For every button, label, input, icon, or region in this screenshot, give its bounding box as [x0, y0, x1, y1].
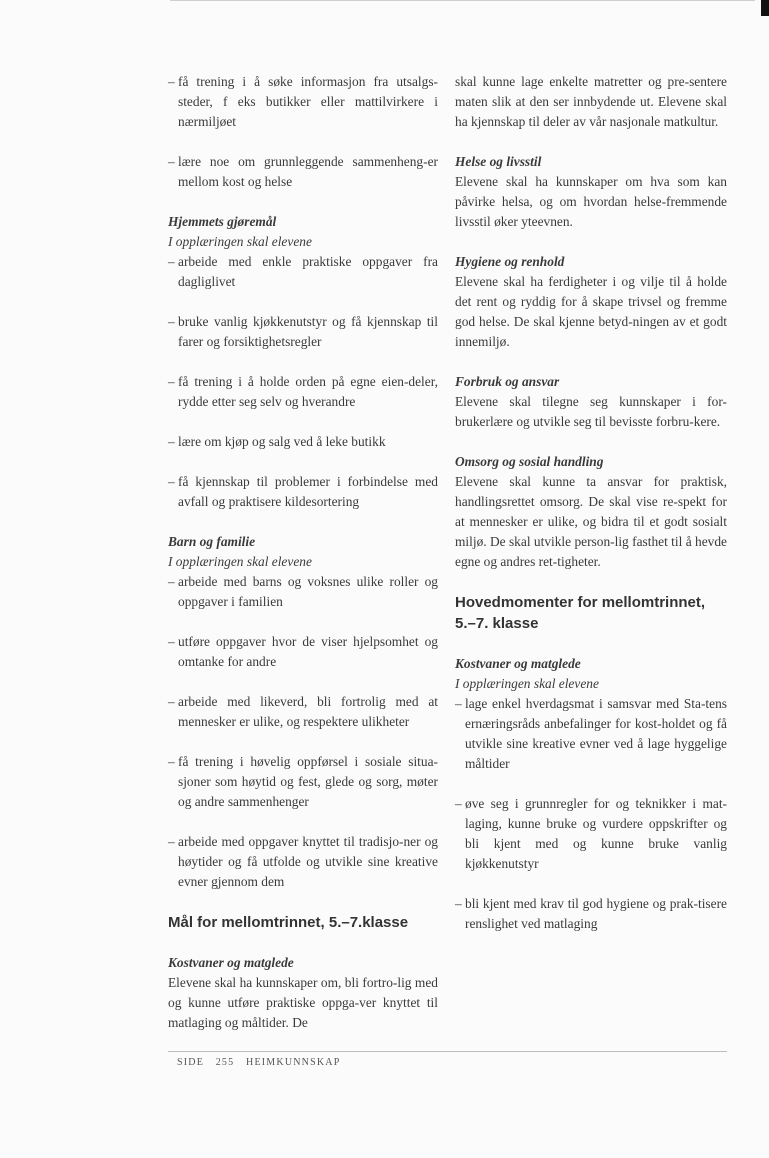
section-intro: I opplæringen skal elevene [455, 676, 599, 691]
section-heading-kostvaner: Kostvaner og matglede [455, 656, 581, 671]
corner-mark [761, 0, 769, 16]
footer-subject: HEIMKUNNSKAP [246, 1057, 341, 1068]
list-item: – bli kjent med krav til god hygiene og prak-tisere renslighet ved matlaging [455, 896, 727, 931]
page-number: 255 [215, 1057, 235, 1068]
right-column [455, 72, 727, 954]
list-item: – lære noe om grunnleggende sammenheng-er mellom kost og helse [168, 154, 438, 189]
section-heading-forbruk-og-ansvar: Forbruk og ansvar [455, 374, 560, 389]
top-rule [170, 0, 755, 1]
heading-hovedmomenter: Hovedmomenter for mellomtrinnet, 5.–7. klasse [455, 594, 706, 632]
list-item: – arbeide med oppgaver knyttet til tradisjo-ner og høytider og få utfolde og utvikle sine kreative evner gjennom dem [168, 834, 438, 889]
section-heading-kostvaner: Kostvaner og matglede [168, 955, 294, 970]
footer-rule [168, 1051, 727, 1052]
list-item: – arbeide med enkle praktiske oppgaver fra dagliglivet [168, 254, 438, 289]
section-heading-hygiene-og-renhold: Hygiene og renhold [455, 254, 565, 269]
section-text: Elevene skal ha ferdigheter i og vilje til å holde det rent og ryddig for å skape trivsel og fremme god helse. De skal kjenne betyd-ningen av et godt innemiljø. [455, 274, 727, 349]
list-item: – arbeide med barns og voksnes ulike roller og oppgaver i familien [168, 574, 438, 609]
list-item: – få trening i å søke informasjon fra utsalgs-steder, f eks butikker eller mattilvirkere i nærmiljøet [168, 74, 438, 129]
section-heading-omsorg: Omsorg og sosial handling [455, 454, 604, 469]
section-text: Elevene skal ha kunnskaper om hva som kan påvirke helsa, og om hvordan helse-fremmende livsstil øker yteevnen. [455, 174, 727, 229]
section-intro: I opplæringen skal elevene [168, 554, 312, 569]
list-item: – få trening i å holde orden på egne eien-deler, rydde etter seg selv og hverandre [168, 374, 438, 409]
section-text: Elevene skal ha kunnskaper om, bli fortro-lig med og kunne utføre praktiske oppga-ver knyttet til matlaging og måltider. De [168, 975, 438, 1030]
list-item: – få kjennskap til problemer i forbindelse med avfall og praktisere kildesortering [168, 474, 438, 509]
footer-side-label: SIDE [177, 1057, 205, 1068]
list-item: – lage enkel hverdagsmat i samsvar med Sta-tens ernæringsråds anbefalinger for kost-holdet og få utvikle sine kreative evner ved å lage hyggelige måltider [455, 696, 727, 771]
list-item: – lære om kjøp og salg ved å leke butikk [168, 434, 386, 449]
section-text: Elevene skal tilegne seg kunnskaper i for-brukerlære og utvikle seg til bevisste forbru-kere. [455, 394, 727, 429]
list-item: – arbeide med likeverd, bli fortrolig med at mennesker er ulike, og respektere ulikheter [168, 694, 438, 729]
section-heading-barn-og-familie: Barn og familie [168, 534, 256, 549]
section-text: skal kunne lage enkelte matretter og pre-sentere maten slik at den ser innbydende ut. Elevene skal ha kjennskap til deler av vår nasjonale matkultur. [455, 74, 727, 129]
list-item: – få trening i høvelig oppførsel i sosiale situa-sjoner som høytid og fest, glede og sorg, møter og andre sammenhenger [168, 754, 438, 809]
list-item: – utføre oppgaver hvor de viser hjelpsomhet og omtanke for andre [168, 634, 438, 669]
section-heading-helse-og-livsstil: Helse og livsstil [455, 154, 542, 169]
heading-maal-mellomtrinnet: Mål for mellomtrinnet, 5.–7.klasse [168, 914, 409, 931]
section-intro: I opplæringen skal elevene [168, 234, 312, 249]
left-column [168, 72, 438, 1033]
page-footer [177, 1057, 348, 1068]
list-item: – øve seg i grunnregler for og teknikker i mat-laging, kunne bruke og vurdere oppskrifter og bli kjent med og kunne bruke vanlig kjøkkenutstyr [455, 796, 727, 871]
section-heading-hjemmets-gjoremal: Hjemmets gjøremål [168, 214, 277, 229]
section-text: Elevene skal kunne ta ansvar for praktisk, handlingsrettet omsorg. De skal vise re-spekt for at mennesker er ulike, og bidra til et godt sosialt miljø. De skal utvikle person-lig fasthet til å hevde egne og andres ret-tigheter. [455, 474, 727, 569]
list-item: – bruke vanlig kjøkkenutstyr og få kjennskap til farer og forsiktighetsregler [168, 314, 438, 349]
